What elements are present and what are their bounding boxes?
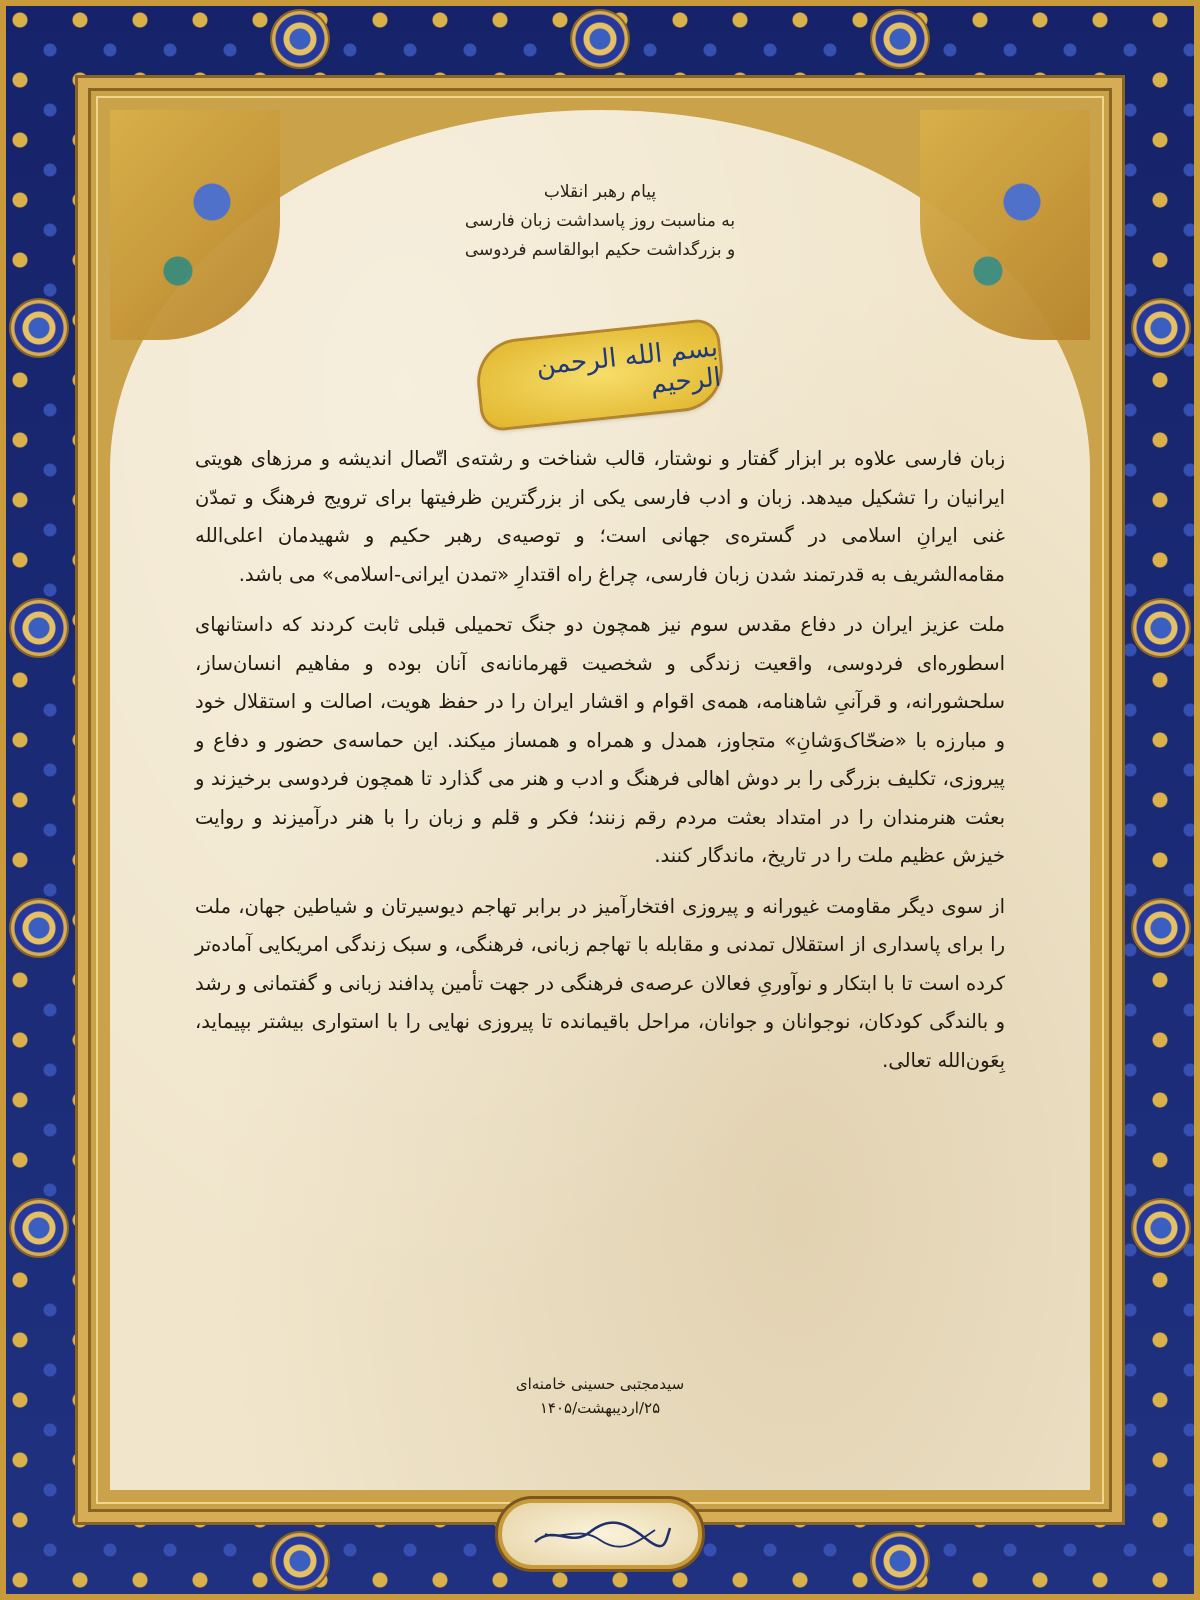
signature-date: ۲۵/اردیبهشت/۱۴۰۵ <box>539 1399 661 1417</box>
border-medallion-left-2 <box>11 600 67 656</box>
paragraph-3: از سوی دیگر مقاومت غیورانه و پیروزی افتخارآمیز در برابر تهاجم دیوسیرتان و شیاطین جهان، ملت را برای پاسداری از استقلال تمدنی و مقابله با تهاجم زبانی، فرهنگی، و سبک زندگی امریکایی آماده‌تر کرده است تا با ابتکار و نوآوریِ فعالان عرصه‌ی فرهنگی در جهت تأمین پدافند زبانی و گفتمانی و رشد و بالندگی کودکان، نوجوانان و جوانان، مراحل باقیمانده تا پیروزی نهایی را با استواری بیشتر بپیماید، بِعَون‌الله تعالی. <box>195 894 1005 1072</box>
border-medallion-right-4 <box>1133 1200 1189 1256</box>
border-medallion-top-center <box>572 11 628 67</box>
header-line-1: پیام رهبر انقلاب <box>543 182 657 202</box>
paragraph-2: ملت عزیز ایران در دفاع مقدس سوم نیز همچون دو جنگ تحمیلی قبلی ثابت کردند که داستانهای اسطوره‌ای فردوسی، واقعیت زندگی و شخصیت قهرمانانه‌ی آنان بوده و مفاهیم انسان‌ساز، سلحشورانه، و قرآنیِ شاهنامه، همه‌ی اقوام و اقشار ایران را در حفظ هویت، اصالت و استقلال خود و مبارزه با «ضحّاک‌وَشانِ» متجاوز، همدل و همراه و همساز میکند. این حماسه‌ی حضور و دفاع و پیروزی، تکلیف بزرگی را بر دوش اهالی فرهنگ و ادب و هنر می گذارد تا همچون فردوسی برخیزند و بعثت هنرمندان را در امتداد بعثت مردم رقم زنند؛ فکر و قلم و زبان را با هنر درآمیزند و روایت خیزش عظیم ملت را در تاریخ، ماندگار کنند. <box>195 613 1005 867</box>
border-medallion-right-1 <box>1133 300 1189 356</box>
basmala-text: بسم الله الرحمن الرحیم <box>534 332 723 400</box>
header-line-3: و بزرگداشت حکیم ابوالقاسم فردوسی <box>464 240 736 260</box>
signature-calligraphy-icon <box>525 1514 675 1554</box>
message-header <box>0 178 1200 265</box>
message-body <box>195 440 1005 1092</box>
border-medallion-bottom-right <box>872 1533 928 1589</box>
border-medallion-right-2 <box>1133 600 1189 656</box>
calligraphic-seal <box>502 1503 698 1565</box>
border-medallion-top-right <box>872 11 928 67</box>
border-medallion-right-3 <box>1133 900 1189 956</box>
border-medallion-left-1 <box>11 300 67 356</box>
border-medallion-left-3 <box>11 900 67 956</box>
border-medallion-left-4 <box>11 1200 67 1256</box>
paragraph-1: زبان فارسی علاوه بر ابزار گفتار و نوشتار، قالب شناخت و رشته‌ی اتّصال اندیشه و مرزهای هویتی ایرانیان را تشکیل میدهد. زبان و ادب فارسی یکی از بزرگترین ظرفیتها برای ترویج فرهنگ و تمدّن غنی ایرانِ اسلامی در گستره‌ی جهانی است؛ و توصیه‌ی رهبر حکیم و شهیدمان اعلی‌الله مقامه‌الشریف به قدرتمند شدن زبان فارسی، چراغ راه اقتدارِ «تمدن ایرانی-اسلامی» می باشد. <box>195 447 1005 586</box>
signature-block <box>0 1372 1200 1420</box>
border-medallion-bottom-left <box>272 1533 328 1589</box>
signature-name: سیدمجتبی حسینی خامنه‌ای <box>515 1375 685 1393</box>
border-medallion-top-left <box>272 11 328 67</box>
header-line-2: به مناسبت روز پاسداشت زبان فارسی <box>464 211 736 231</box>
